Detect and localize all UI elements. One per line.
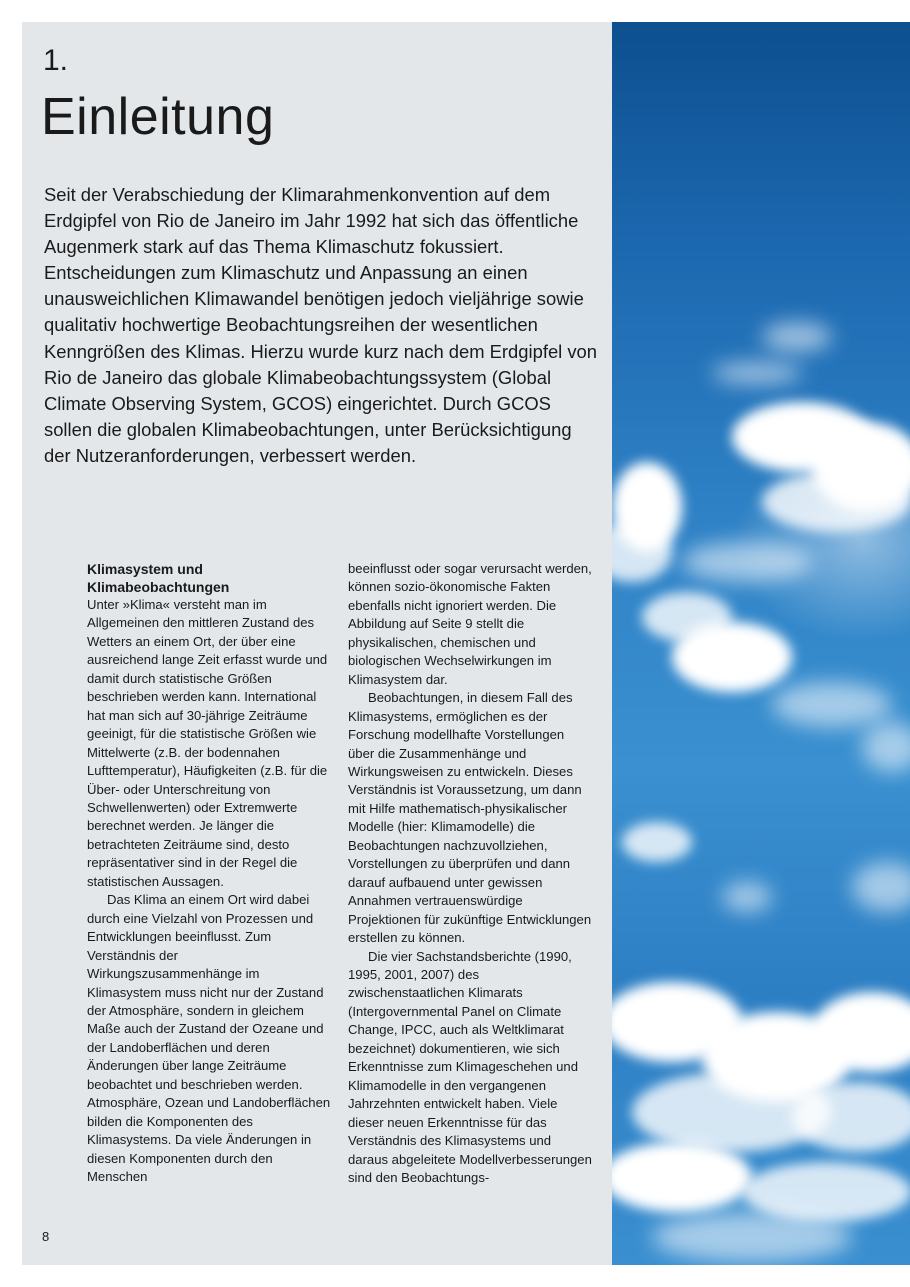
cloud [762,472,910,532]
body-paragraph: beeinflusst oder sogar verursacht werden, können sozio-ökonomische Fakten ebenfalls nicht ignoriert werden. Die Abbildung auf Seite 9 stellt die physikalischen, chemischen und biologischen Wechselwirkungen im Klimasystem dar. [348,561,592,687]
body-paragraph: Unter »Klima« versteht man im Allgemeinen den mittleren Zustand des Wetters an einem Ort, der über eine ausreichend lange Zeit erfasst wurde und damit durch statistische Größen beschrieben werden kann. International hat man sich auf 30-jährige Zeiträume geeinigt, für die statistische Größen wie Mittelwerte (z.B. der bodennahen Lufttemperatur), Häufigkeiten (z.B. für die Über- oder Unterschreitung von Schwellenwerten) oder Extremwerte berechnet werden. Je länger die betrachteten Zeiträume sind, desto repräsentativer sind in der Regel die statistischen Aussagen. [87,597,328,889]
text-column-right [348,560,594,1187]
document-page [22,22,910,1265]
content-panel [22,22,612,1265]
cloud [762,322,832,352]
cloud [852,862,910,912]
cloud [682,542,812,582]
chapter-number: 1. [43,44,69,77]
page-number: 8 [42,1229,50,1244]
chapter-title: Einleitung [41,88,275,146]
cloud [772,682,892,727]
cloud [622,822,692,862]
cloud [652,1212,852,1262]
cloud [862,722,910,772]
cloud [712,362,802,384]
intro-paragraph: Seit der Verabschiedung der Klimarahmenkonvention auf dem Erdgipfel von Rio de Janeiro im Jahr 1992 hat sich das öffentliche Augenmerk stark auf das Thema Klimaschutz fokussiert. Entscheidungen zum Klimaschutz und Anpassung an einen unausweichlichen Klimawandel benötigen jedoch vieljährige sowie qualitativ hochwertige Beobachtungsreihen der wesentlichen Kenngrößen des Klimas. Hierzu wurde kurz nach dem Erdgipfel von Rio de Janeiro das globale Klimabeobachtungssystem (Global Climate Observing System, GCOS) eingerichtet. Durch GCOS sollen die globalen Klimabeobachtungen, unter Berücksichtigung der Nutzeranforderungen, verbessert werden. [44,184,598,466]
cloud [672,622,792,692]
text-column-left [87,560,333,1187]
cloud [722,882,772,912]
body-paragraph: Beobachtungen, in diesem Fall des Klimasystems, ermöglichen es der Forschung modellhafte Vorstellungen über die Zusammenhänge und Wirkungsweisen zu entwickeln. Dieses Verständnis ist Voraussetzung, um dann mit Hilfe mathematisch-physikalischer Modelle (hier: Klimamodelle) die Beobachtungen nachzuvollziehen, Vorstellungen zu überprüfen und dann darauf aufbauend unter gewissen Annahmen vertrauenswürdige Projektionen für zukünftige Entwicklungen erstellen zu können. [348,690,592,946]
cloud [792,1082,910,1152]
body-paragraph: Die vier Sachstandsberichte (1990, 1995, 2001, 2007) des zwischenstaatlichen Klimarats (Intergovernmental Panel on Climate Change, IPCC, auch als Weltklimarat bezeichnet) dokumentieren, wie sich Erkenntnisse zum Klimageschehen und Klimamodelle in den vergangenen Jahrzehnten entwickelt haben. Viele dieser neuen Erkenntnisse für das Verständnis des Klimasystems und daraus abgeleitete Modellverbesserungen sind den Beobachtungs- [348,948,592,1185]
cloud [612,1142,752,1212]
sky-photo [612,22,910,1265]
body-paragraph: Das Klima an einem Ort wird dabei durch eine Vielzahl von Prozessen und Entwicklungen beeinflusst. Zum Verständnis der Wirkungszusammenhänge im Klimasystem muss nicht nur der Zustand der Atmosphäre, sondern in gleichem Maße auch der Zustand der Ozeane und der Landoberflächen und deren Änderungen über lange Zeiträume beobachtet und beschrieben werden. Atmosphäre, Ozean und Landoberflächen bilden die Komponenten des Klimasystems. Da viele Änderungen in diesen Komponenten durch den Menschen [87,892,331,1185]
section-heading: Klimasystem und Klimabeobachtungen [87,561,230,595]
